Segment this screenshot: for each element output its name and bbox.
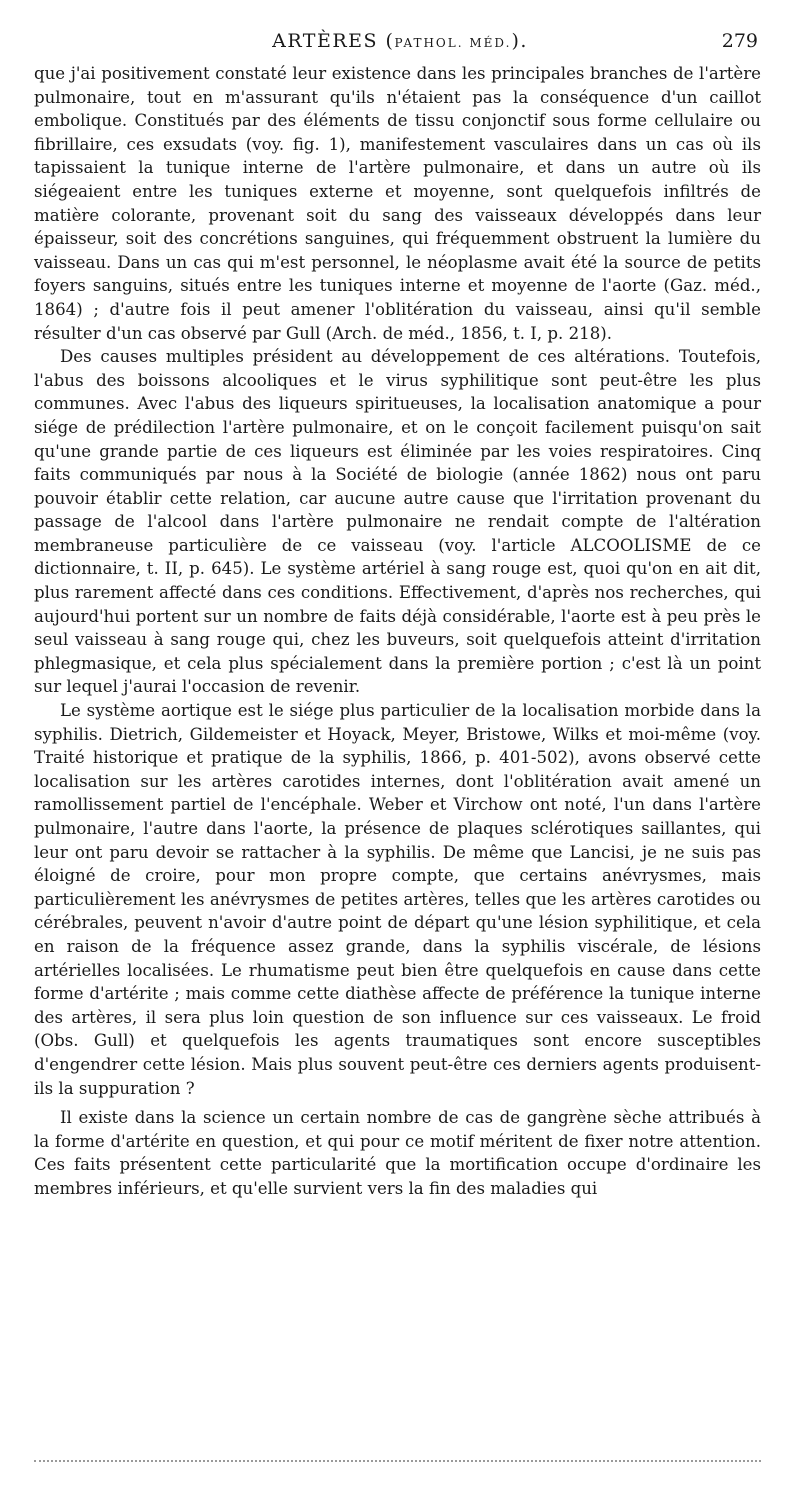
paragraph-3: Le système aortique est le siége plus particulier de la localisation morbide dans la syphilis. Dietrich, Gildemeister et Hoyack, Meyer, Bristowe, Wilks et moi-même (voy. Traité historique et pratique de la syphilis, 1866, p. 401-502), avons observé cette localisation sur les artères carotides internes, dont l'oblitération avait amené un ramollissement partiel de l'encéphale. Weber et Virchow ont noté, l'un dans l'artère pulmonaire, l'autre dans l'aorte, la présence de plaques sclérotiques saillantes, qui leur ont paru devoir se rattacher à la syphilis. De même que Lancisi, je ne suis pas éloigné de croire, pour mon propre compte, que certains anévrysmes, mais particulièrement les anévrysmes de petites artères, telles que les artères carotides ou cérébrales, peuvent n'avoir d'autre point de départ qu'une lésion syphilitique, et cela en raison de la fréquence assez grande, dans la syphilis viscérale, de lésions artérielles localisées. Le rhumatisme peut bien être quelquefois en cause dans cette forme d'artérite ; mais comme cette diathèse affecte de préférence la tunique interne des artères, il sera plus loin question de son influence sur ces vaisseaux. Le froid (Obs. Gull) et quelquefois les agents traumatiques sont encore susceptibles d'engendrer cette lésion. Mais plus souvent peut-être ces derniers agents produisent-ils la suppuration ? — [34, 701, 761, 1098]
running-title-smallcaps: PATHOL. MÉD. — [394, 36, 512, 50]
page-number: 279 — [721, 30, 758, 52]
paragraph-4: Il existe dans la science un certain nombre de cas de gangrène sèche attribués à la forme d'artérite en question, et qui pour ce motif méritent de fixer notre attention. Ces faits présentent cette particularité que la mortification occupe d'ordinaire les membres inférieurs, et qu'elle survient vers la fin des maladies qui — [34, 1108, 761, 1198]
paragraph-2: Des causes multiples président au développement de ces altérations. Toutefois, l'abus des boissons alcooliques et le virus syphilitique sont peut-être les plus communes. Avec l'abus des liqueurs spiritueuses, la localisation anatomique a pour siége de prédilection l'artère pulmonaire, et on le conçoit facilement puisqu'on sait qu'une grande partie de ces liqueurs est éliminée par les voies respiratoires. Cinq faits communiqués par nous à la Société de biologie (année 1862) nous ont paru pouvoir établir cette relation, car aucune autre cause que l'irritation provenant du passage de l'alcool dans l'artère pulmonaire ne rendait compte de l'altération membraneuse particulière de ce vaisseau (voy. l'article ALCOOLISME de ce dictionnaire, t. II, p. 645). Le système artériel à sang rouge est, quoi qu'on en ait dit, plus rarement affecté dans ces conditions. Effectivement, d'après nos recherches, qui aujourd'hui portent sur un nombre de faits déjà considérable, l'aorte est à peu près le seul vaisseau à sang rouge qui, chez les buveurs, soit quelquefois atteint d'irritation phlegmasique, et cela plus spécialement dans la première portion ; c'est là un point sur lequel j'aurai l'occasion de revenir. — [34, 347, 761, 697]
footer-dotted-rule — [34, 1460, 761, 1462]
running-title — [34, 30, 766, 52]
paragraph-1: que j'ai positivement constaté leur existence dans les principales branches de l'artère pulmonaire, tout en m'assurant qu'ils n'étaient pas la conséquence d'un caillot embolique. Constitués par des éléments de tissu conjonctif sous forme cellulaire ou fibrillaire, ces exsudats (voy. fig. 1), manifestement vasculaires dans un cas où ils tapissaient la tunique interne de l'artère pulmonaire, et dans un autre où ils siégeaient entre les tuniques externe et moyenne, sont quelquefois infiltrés de matière colorante, provenant soit du sang des vaisseaux développés dans leur épaisseur, soit des concrétions sanguines, qui fréquemment obstruent la lumière du vaisseau. Dans un cas qui m'est personnel, le néoplasme avait été la source de petits foyers sanguins, situés entre les tuniques interne et moyenne de l'aorte (Gaz. méd., 1864) ; d'autre fois il peut amener l'oblitération du vaisseau, ainsi qu'il semble résulter d'un cas observé par Gull (Arch. de méd., 1856, t. I, p. 218). — [34, 64, 761, 343]
running-title-end: ). — [511, 30, 528, 52]
running-title-main: ARTÈRES ( — [272, 30, 395, 52]
body-text — [34, 62, 761, 1201]
running-header — [34, 30, 766, 56]
